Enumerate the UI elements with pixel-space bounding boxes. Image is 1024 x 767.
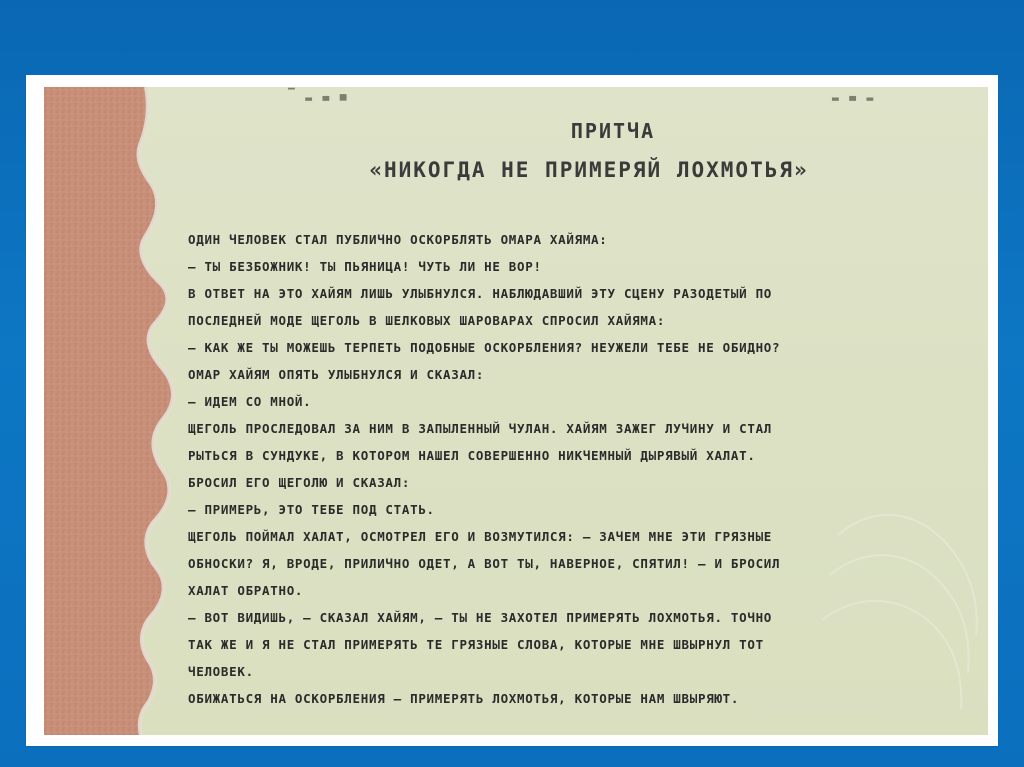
parable-line-18: ОБИЖАТЬСЯ НА ОСКОРБЛЕНИЯ – ПРИМЕРЯТЬ ЛОХМОТЬЯ, КОТОРЫЕ НАМ ШВЫРЯЮТ. <box>188 691 740 706</box>
parable-line-15: – ВОТ ВИДИШЬ, – СКАЗАЛ ХАЙЯМ, – ТЫ НЕ ЗАХОТЕЛ ПРИМЕРЯТЬ ЛОХМОТЬЯ. ТОЧНО <box>188 610 773 625</box>
header-stamp-left: ▔ ▂ ▃ ▄ <box>288 88 349 101</box>
parable-line-1: ОДИН ЧЕЛОВЕК СТАЛ ПУБЛИЧНО ОСКОРБЛЯТЬ ОМАРА ХАЙЯМА: <box>188 232 608 247</box>
parable-line-16: ТАК ЖЕ И Я НЕ СТАЛ ПРИМЕРЯТЬ ТЕ ГРЯЗНЫЕ СЛОВА, КОТОРЫЕ МНЕ ШВЫРНУЛ ТОТ <box>188 637 764 652</box>
parable-line-13: ОБНОСКИ? Я, ВРОДЕ, ПРИЛИЧНО ОДЕТ, А ВОТ ТЫ, НАВЕРНОЕ, СПЯТИЛ! – И БРОСИЛ <box>188 556 781 571</box>
parable-line-3: В ОТВЕТ НА ЭТО ХАЙЯМ ЛИШЬ УЛЫБНУЛСЯ. НАБЛЮДАВШИЙ ЭТУ СЦЕНУ РАЗОДЕТЫЙ ПО <box>188 286 773 301</box>
parable-line-8: ЩЕГОЛЬ ПРОСЛЕДОВАЛ ЗА НИМ В ЗАПЫЛЕННЫЙ ЧУЛАН. ХАЙЯМ ЗАЖЕГ ЛУЧИНУ И СТАЛ <box>188 421 773 436</box>
parable-line-10: БРОСИЛ ЕГО ЩЕГОЛЮ И СКАЗАЛ: <box>188 475 411 490</box>
parable-line-2: – ТЫ БЕЗБОЖНИК! ТЫ ПЬЯНИЦА! ЧУТЬ ЛИ НЕ ВОР! <box>188 259 542 274</box>
parable-line-5: – КАК ЖЕ ТЫ МОЖЕШЬ ТЕРПЕТЬ ПОДОБНЫЕ ОСКОРБЛЕНИЯ? НЕУЖЕЛИ ТЕБЕ НЕ ОБИДНО? <box>188 340 781 355</box>
parable-title: «НИКОГДА НЕ ПРИМЕРЯЙ ЛОХМОТЬЯ» <box>369 158 809 182</box>
parable-line-7: – ИДЕМ СО МНОЙ. <box>188 394 312 409</box>
slide-frame <box>26 75 998 746</box>
parable-paper <box>44 87 988 735</box>
parable-line-12: ЩЕГОЛЬ ПОЙМАЛ ХАЛАТ, ОСМОТРЕЛ ЕГО И ВОЗМУТИЛСЯ: – ЗАЧЕМ МНЕ ЭТИ ГРЯЗНЫЕ <box>188 529 773 544</box>
parable-line-17: ЧЕЛОВЕК. <box>188 664 254 679</box>
parable-line-11: – ПРИМЕРЬ, ЭТО ТЕБЕ ПОД СТАТЬ. <box>188 502 435 517</box>
background-wave-decoration <box>818 485 988 735</box>
parable-line-14: ХАЛАТ ОБРАТНО. <box>188 583 304 598</box>
parable-label: ПРИТЧА <box>570 119 656 143</box>
parable-line-9: РЫТЬСЯ В СУНДУКЕ, В КОТОРОМ НАШЕЛ СОВЕРШЕННО НИКЧЕМНЫЙ ДЫРЯВЫЙ ХАЛАТ. <box>188 448 756 463</box>
parable-line-6: ОМАР ХАЙЯМ ОПЯТЬ УЛЫБНУЛСЯ И СКАЗАЛ: <box>188 367 485 382</box>
header-stamp-right: ▂ ▃ ▂ <box>832 88 876 101</box>
parable-line-4: ПОСЛЕДНЕЙ МОДЕ ЩЕГОЛЬ В ШЕЛКОВЫХ ШАРОВАРАХ СПРОСИЛ ХАЙЯМА: <box>188 313 666 328</box>
